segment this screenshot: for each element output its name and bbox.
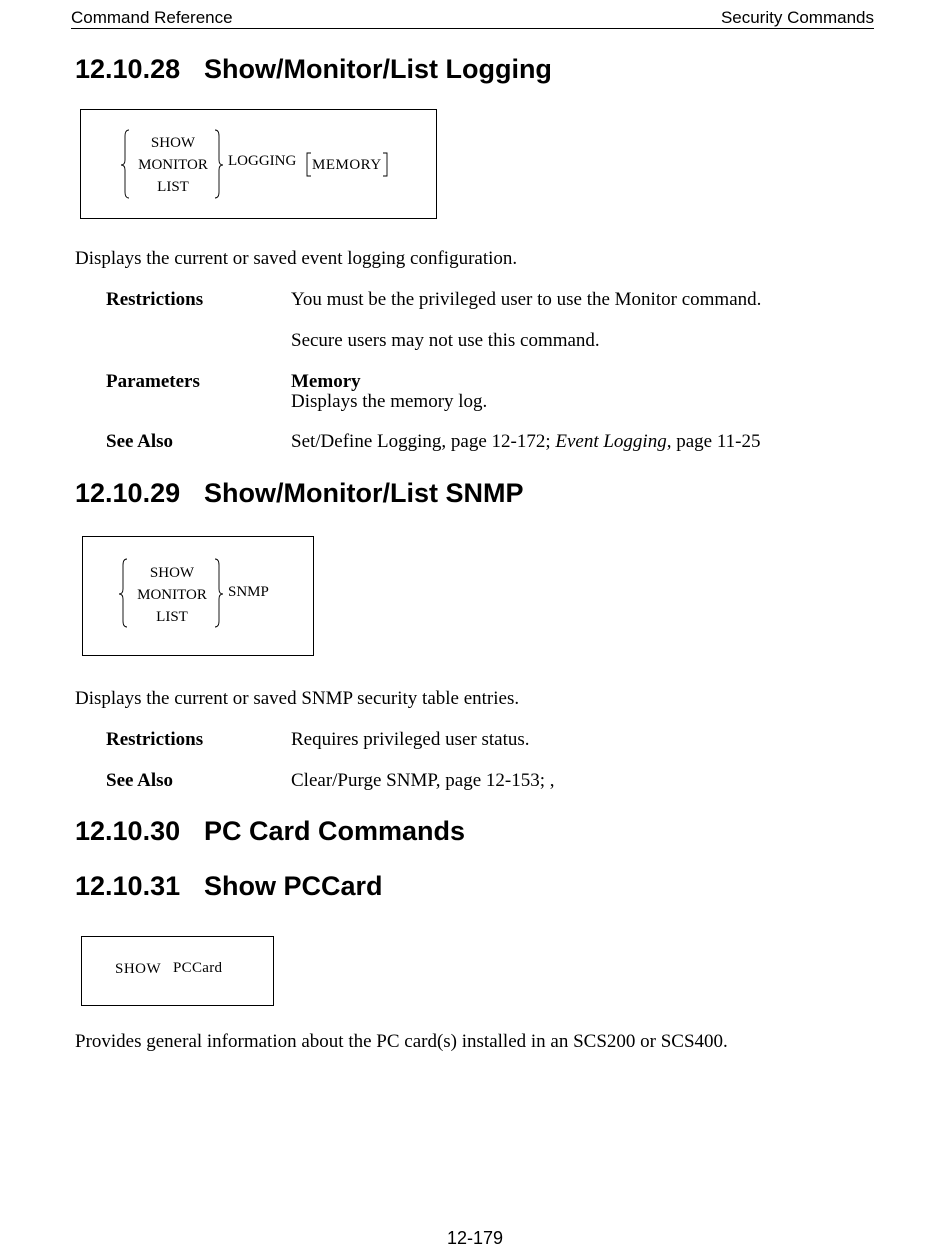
section-heading-12-10-29: [75, 478, 523, 509]
syntax-box-pccard: [81, 936, 274, 1006]
section-title: Show/Monitor/List SNMP: [204, 478, 524, 508]
see-also-ref-italic: Event Logging: [555, 431, 667, 452]
restriction-item: You must be the privileged user to use the Monitor command.: [291, 289, 762, 310]
section-title: PC Card Commands: [204, 816, 466, 846]
section-heading-12-10-31: [75, 871, 383, 902]
restriction-item: Requires privileged user status.: [291, 729, 530, 750]
parameters-label: Parameters: [106, 371, 200, 392]
section-title: Show/Monitor/List Logging: [204, 54, 552, 84]
section-description: Displays the current or saved event logging configuration.: [75, 248, 518, 269]
running-header: [71, 8, 874, 29]
see-also-ref-page: , page 11-25: [666, 431, 761, 452]
syntax-option-list: LIST: [156, 609, 188, 625]
section-heading-12-10-28: [75, 54, 552, 85]
see-also-ref: Set/Define Logging, page 12-172;: [291, 431, 556, 452]
syntax-box-snmp: [82, 536, 314, 656]
header-right: Security Commands: [720, 8, 874, 27]
section-number: 12.10.30: [75, 816, 181, 846]
syntax-box-logging: [80, 109, 437, 219]
restriction-item: Secure users may not use this command.: [291, 330, 600, 351]
syntax-option-list: LIST: [157, 179, 189, 195]
header-left: Command Reference: [71, 8, 233, 27]
section-number: 12.10.28: [75, 54, 181, 84]
restrictions-label: Restrictions: [106, 729, 204, 750]
syntax-optional-memory: MEMORY: [312, 157, 382, 173]
section-description: Provides general information about the PC card(s) installed in an SCS200 or SCS400.: [75, 1031, 728, 1052]
syntax-option-show: SHOW: [150, 135, 196, 151]
syntax-option-monitor: MONITOR: [137, 587, 207, 603]
syntax-keyword: LOGGING: [228, 153, 297, 169]
parameter-name-text: Memory: [291, 371, 361, 392]
restrictions-label: Restrictions: [106, 289, 204, 310]
see-also-label: See Also: [106, 431, 174, 452]
syntax-option-show: SHOW: [149, 565, 195, 581]
syntax-keyword-show: SHOW: [115, 961, 162, 977]
section-description: Displays the current or saved SNMP security table entries.: [75, 688, 520, 709]
syntax-option-monitor: MONITOR: [138, 157, 208, 173]
syntax-keyword-pccard: PCCard: [173, 960, 223, 976]
page-number: 12-179: [446, 1228, 504, 1248]
syntax-keyword: SNMP: [228, 584, 269, 600]
see-also-references: [291, 431, 760, 453]
section-title: Show PCCard: [204, 871, 383, 901]
see-also-label: See Also: [106, 770, 174, 791]
section-number: 12.10.29: [75, 478, 181, 508]
section-number: 12.10.31: [75, 871, 181, 901]
section-heading-12-10-30: [75, 816, 465, 847]
see-also-references: Clear/Purge SNMP, page 12-153; ,: [291, 770, 555, 791]
parameter-description: Displays the memory log.: [291, 391, 488, 412]
parameter-name: [291, 371, 361, 393]
